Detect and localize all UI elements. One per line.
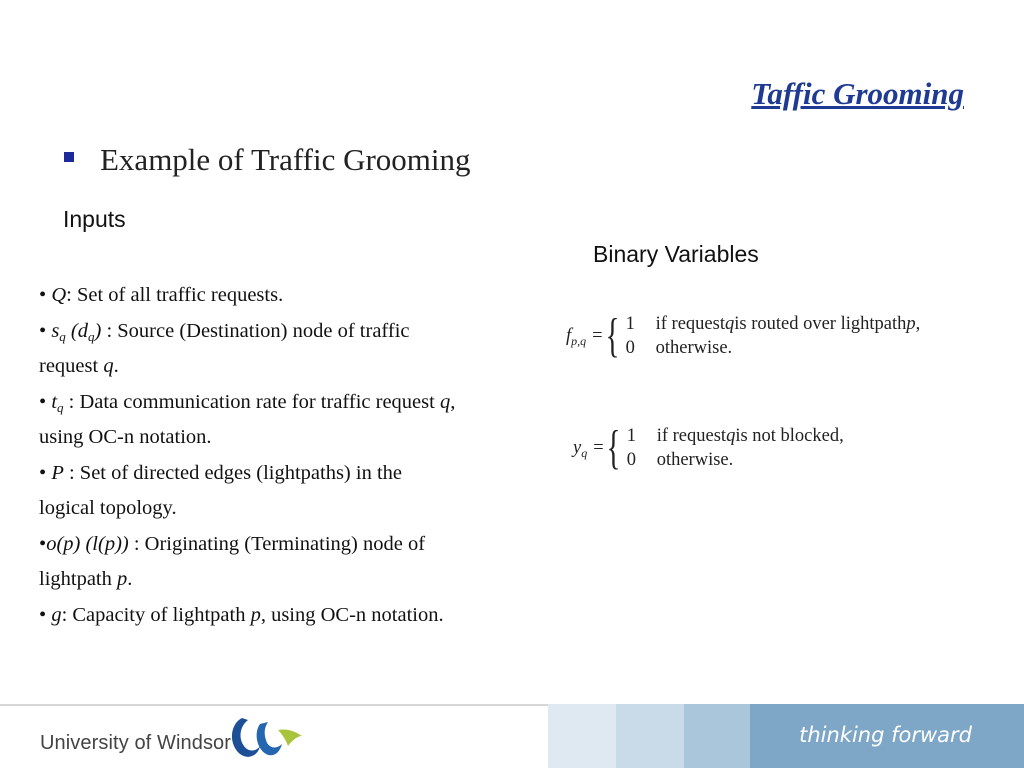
inputs-list: [39, 278, 529, 633]
list-item: •o(p) (l(p)) : Originating (Terminating) node of lightpath p.: [39, 532, 426, 590]
left-brace-icon: {: [606, 421, 621, 474]
list-item: • $t_q$ : Data communication rate for traffic request q, using OC-n notation.: [39, 390, 456, 448]
list-item: • Q: Set of all traffic requests.: [39, 284, 284, 306]
equation-f-cases: [626, 312, 921, 360]
footer-block-1: [548, 704, 616, 768]
equation-y-cases: [627, 424, 844, 472]
equation-y-lhs: $y_q$: [573, 437, 588, 460]
main-bullet: [64, 142, 471, 178]
case-row: 0 otherwise.: [626, 450, 734, 470]
list-item: • $s_q$ $(d_q)$ : Source (Destination) node of traffic request q.: [39, 319, 410, 377]
footer-block-2: [616, 704, 684, 768]
tagline: thinking forward: [799, 723, 972, 747]
main-bullet-text: Example of Traffic Grooming: [100, 142, 471, 177]
equals-sign: =: [593, 437, 604, 458]
list-item: • P : Set of directed edges (lightpaths) in the logical topology.: [39, 461, 403, 519]
case-row: 1 if request q is routed over lightpath p ,: [625, 314, 921, 334]
case-row: 1 if request q is not blocked,: [626, 426, 844, 446]
left-brace-icon: {: [605, 309, 620, 362]
list-item: • g: Capacity of lightpath p, using OC-n notation.: [39, 603, 444, 626]
equation-f: [566, 309, 921, 362]
equals-sign: =: [592, 325, 603, 346]
university-logo-icon: [228, 714, 302, 760]
case-row: 0 otherwise.: [625, 338, 733, 358]
equation-f-lhs: $f_{p,q}$: [566, 325, 587, 348]
binary-variables-heading: Binary Variables: [593, 241, 759, 267]
square-bullet-icon: [64, 152, 74, 162]
inputs-heading: Inputs: [63, 206, 126, 232]
equation-y: [573, 421, 844, 474]
university-name: University of Windsor: [40, 732, 232, 754]
slide-title: Taffic Grooming: [751, 76, 964, 111]
footer-divider: [0, 704, 548, 706]
footer-block-3: [684, 704, 750, 768]
footer: [0, 704, 1024, 768]
